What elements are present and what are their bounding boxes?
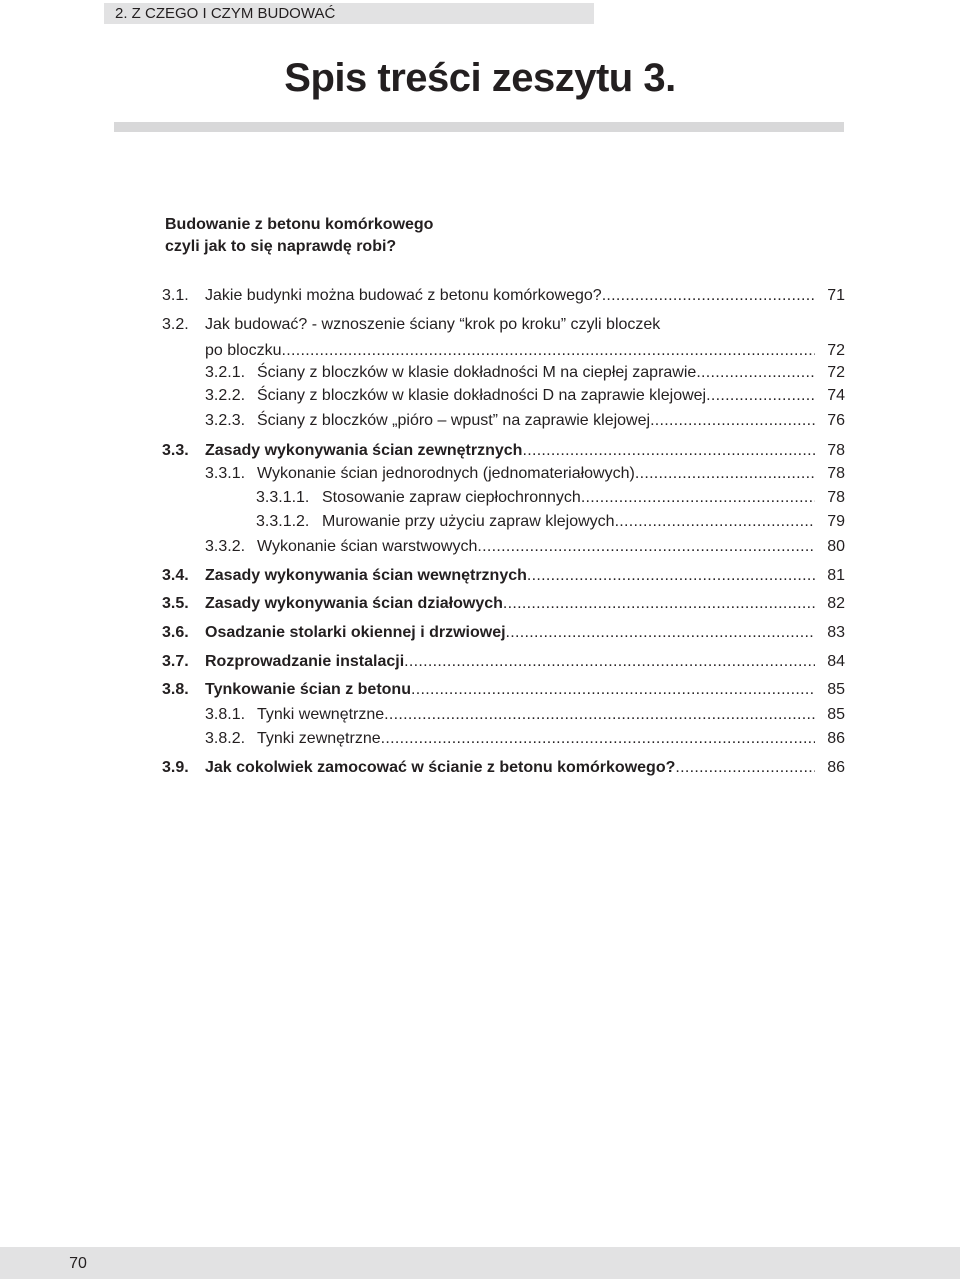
toc-text: Stosowanie zapraw ciepłochronnych [322, 489, 581, 506]
toc-text: Wykonanie ścian jednorodnych (jednomateriałowych) [257, 465, 635, 482]
toc-text: Zasady wykonywania ścian zewnętrznych [205, 442, 523, 459]
toc-text: Ściany z bloczków w klasie dokładności M na ciepłej zaprawie [257, 364, 697, 381]
toc-entry-3-2-3[interactable] [205, 410, 845, 432]
toc-page: 74 [827, 387, 845, 404]
toc-page: 83 [827, 624, 845, 641]
toc-entry-3-3-2[interactable] [205, 536, 845, 558]
toc-number: 3.6. [162, 624, 189, 641]
toc-leader [503, 593, 815, 615]
toc-text: Zasady wykonywania ścian działowych [205, 595, 503, 612]
toc-number: 3.3.1. [205, 465, 246, 482]
toc-page: 82 [827, 595, 845, 612]
toc-entry-3-1[interactable] [162, 285, 845, 307]
toc-number: 3.2.2. [205, 387, 246, 404]
toc-number: 3.8.2. [205, 730, 246, 747]
toc-entry-3-9[interactable] [162, 757, 845, 779]
toc-number: 3.4. [162, 567, 189, 584]
toc-text: Tynki wewnętrzne [257, 706, 385, 723]
toc-leader [411, 679, 815, 701]
toc-entry-3-2[interactable] [162, 314, 845, 336]
toc-number: 3.2.1. [205, 364, 246, 381]
toc-entry-3-2-1[interactable] [205, 362, 845, 384]
toc-page: 78 [827, 465, 845, 482]
chapter-title: 2. Z CZEGO I CZYM BUDOWAĆ [115, 5, 336, 22]
toc-entry-3-2-continued[interactable] [205, 340, 845, 362]
toc-text: Tynki zewnętrzne [257, 730, 381, 747]
toc-number: 3.3. [162, 442, 189, 459]
intro-line-2: czyli jak to się naprawdę robi? [165, 238, 397, 255]
toc-leader [506, 622, 815, 644]
toc-leader [696, 362, 815, 384]
toc-page: 84 [827, 653, 845, 670]
toc-page: 86 [827, 759, 845, 776]
toc-text: Ściany z bloczków „pióro – wpust” na zaprawie klejowej [257, 412, 651, 429]
toc-text: Jakie budynki można budować z betonu komórkowego? [205, 287, 602, 304]
toc-entry-3-7[interactable] [162, 651, 845, 673]
toc-entry-3-8-1[interactable] [205, 704, 845, 726]
toc-leader [522, 440, 815, 462]
toc-entry-3-6[interactable] [162, 622, 845, 644]
toc-leader [527, 565, 815, 587]
toc-leader [650, 410, 815, 432]
page-title: Spis treści zeszytu 3. [284, 56, 676, 100]
toc-page: 85 [827, 706, 845, 723]
toc-entry-3-3-1-1[interactable] [256, 487, 845, 509]
toc-leader [602, 285, 815, 307]
toc-number: 3.9. [162, 759, 189, 776]
toc-number: 3.3.1.1. [256, 489, 310, 506]
toc-text: Jak cokolwiek zamocować w ścianie z betonu komórkowego? [205, 759, 676, 776]
toc-number: 3.3.1.2. [256, 513, 310, 530]
toc-entry-3-4[interactable] [162, 565, 845, 587]
toc-number: 3.5. [162, 595, 189, 612]
toc-text: Wykonanie ścian warstwowych [257, 538, 478, 555]
intro-line-1: Budowanie z betonu komórkowego [165, 216, 434, 233]
toc-number: 3.2.3. [205, 412, 246, 429]
toc-page: 72 [827, 364, 845, 381]
toc-entry-3-8-2[interactable] [205, 728, 845, 750]
toc-leader [581, 487, 815, 509]
toc-page: 78 [827, 489, 845, 506]
toc-number: 3.3.2. [205, 538, 246, 555]
toc-text-continued: po bloczku [205, 342, 282, 359]
toc-page: 79 [827, 513, 845, 530]
toc-number: 3.8.1. [205, 706, 246, 723]
toc-page: 81 [827, 567, 845, 584]
toc-number: 3.7. [162, 653, 189, 670]
toc-leader [615, 511, 815, 533]
toc-text: Murowanie przy użyciu zapraw klejowych [322, 513, 615, 530]
toc-entry-3-3-1[interactable] [205, 463, 845, 485]
toc-number: 3.2. [162, 316, 189, 333]
toc-leader [675, 757, 815, 779]
toc-entry-3-5[interactable] [162, 593, 845, 615]
toc-entry-3-2-2[interactable] [205, 385, 845, 407]
toc-page: 78 [827, 442, 845, 459]
toc-text: Jak budować? - wznoszenie ściany “krok po kroku” czyli bloczek [205, 316, 661, 333]
toc-leader [635, 463, 815, 485]
toc-number: 3.8. [162, 681, 189, 698]
toc-number: 3.1. [162, 287, 189, 304]
toc-leader [384, 704, 815, 726]
toc-page: 85 [827, 681, 845, 698]
toc-text: Zasady wykonywania ścian wewnętrznych [205, 567, 527, 584]
toc-page: 86 [827, 730, 845, 747]
toc-entry-3-3-1-2[interactable] [256, 511, 845, 533]
toc-page: 76 [827, 412, 845, 429]
page-number: 70 [69, 1255, 87, 1272]
toc-entry-3-3[interactable] [162, 440, 845, 462]
toc-leader [706, 385, 815, 407]
toc-text: Tynkowanie ścian z betonu [205, 681, 411, 698]
toc-leader [282, 340, 816, 362]
toc-page: 80 [827, 538, 845, 555]
footer-bar [0, 1247, 960, 1279]
toc-page: 72 [827, 342, 845, 359]
toc-text: Rozprowadzanie instalacji [205, 653, 405, 670]
toc-leader [477, 536, 815, 558]
toc-text: Osadzanie stolarki okiennej i drzwiowej [205, 624, 506, 641]
toc-leader [381, 728, 815, 750]
toc-entry-3-8[interactable] [162, 679, 845, 701]
toc-text: Ściany z bloczków w klasie dokładności D na zaprawie klejowej [257, 387, 707, 404]
toc-page: 71 [827, 287, 845, 304]
toc-leader [404, 651, 815, 673]
